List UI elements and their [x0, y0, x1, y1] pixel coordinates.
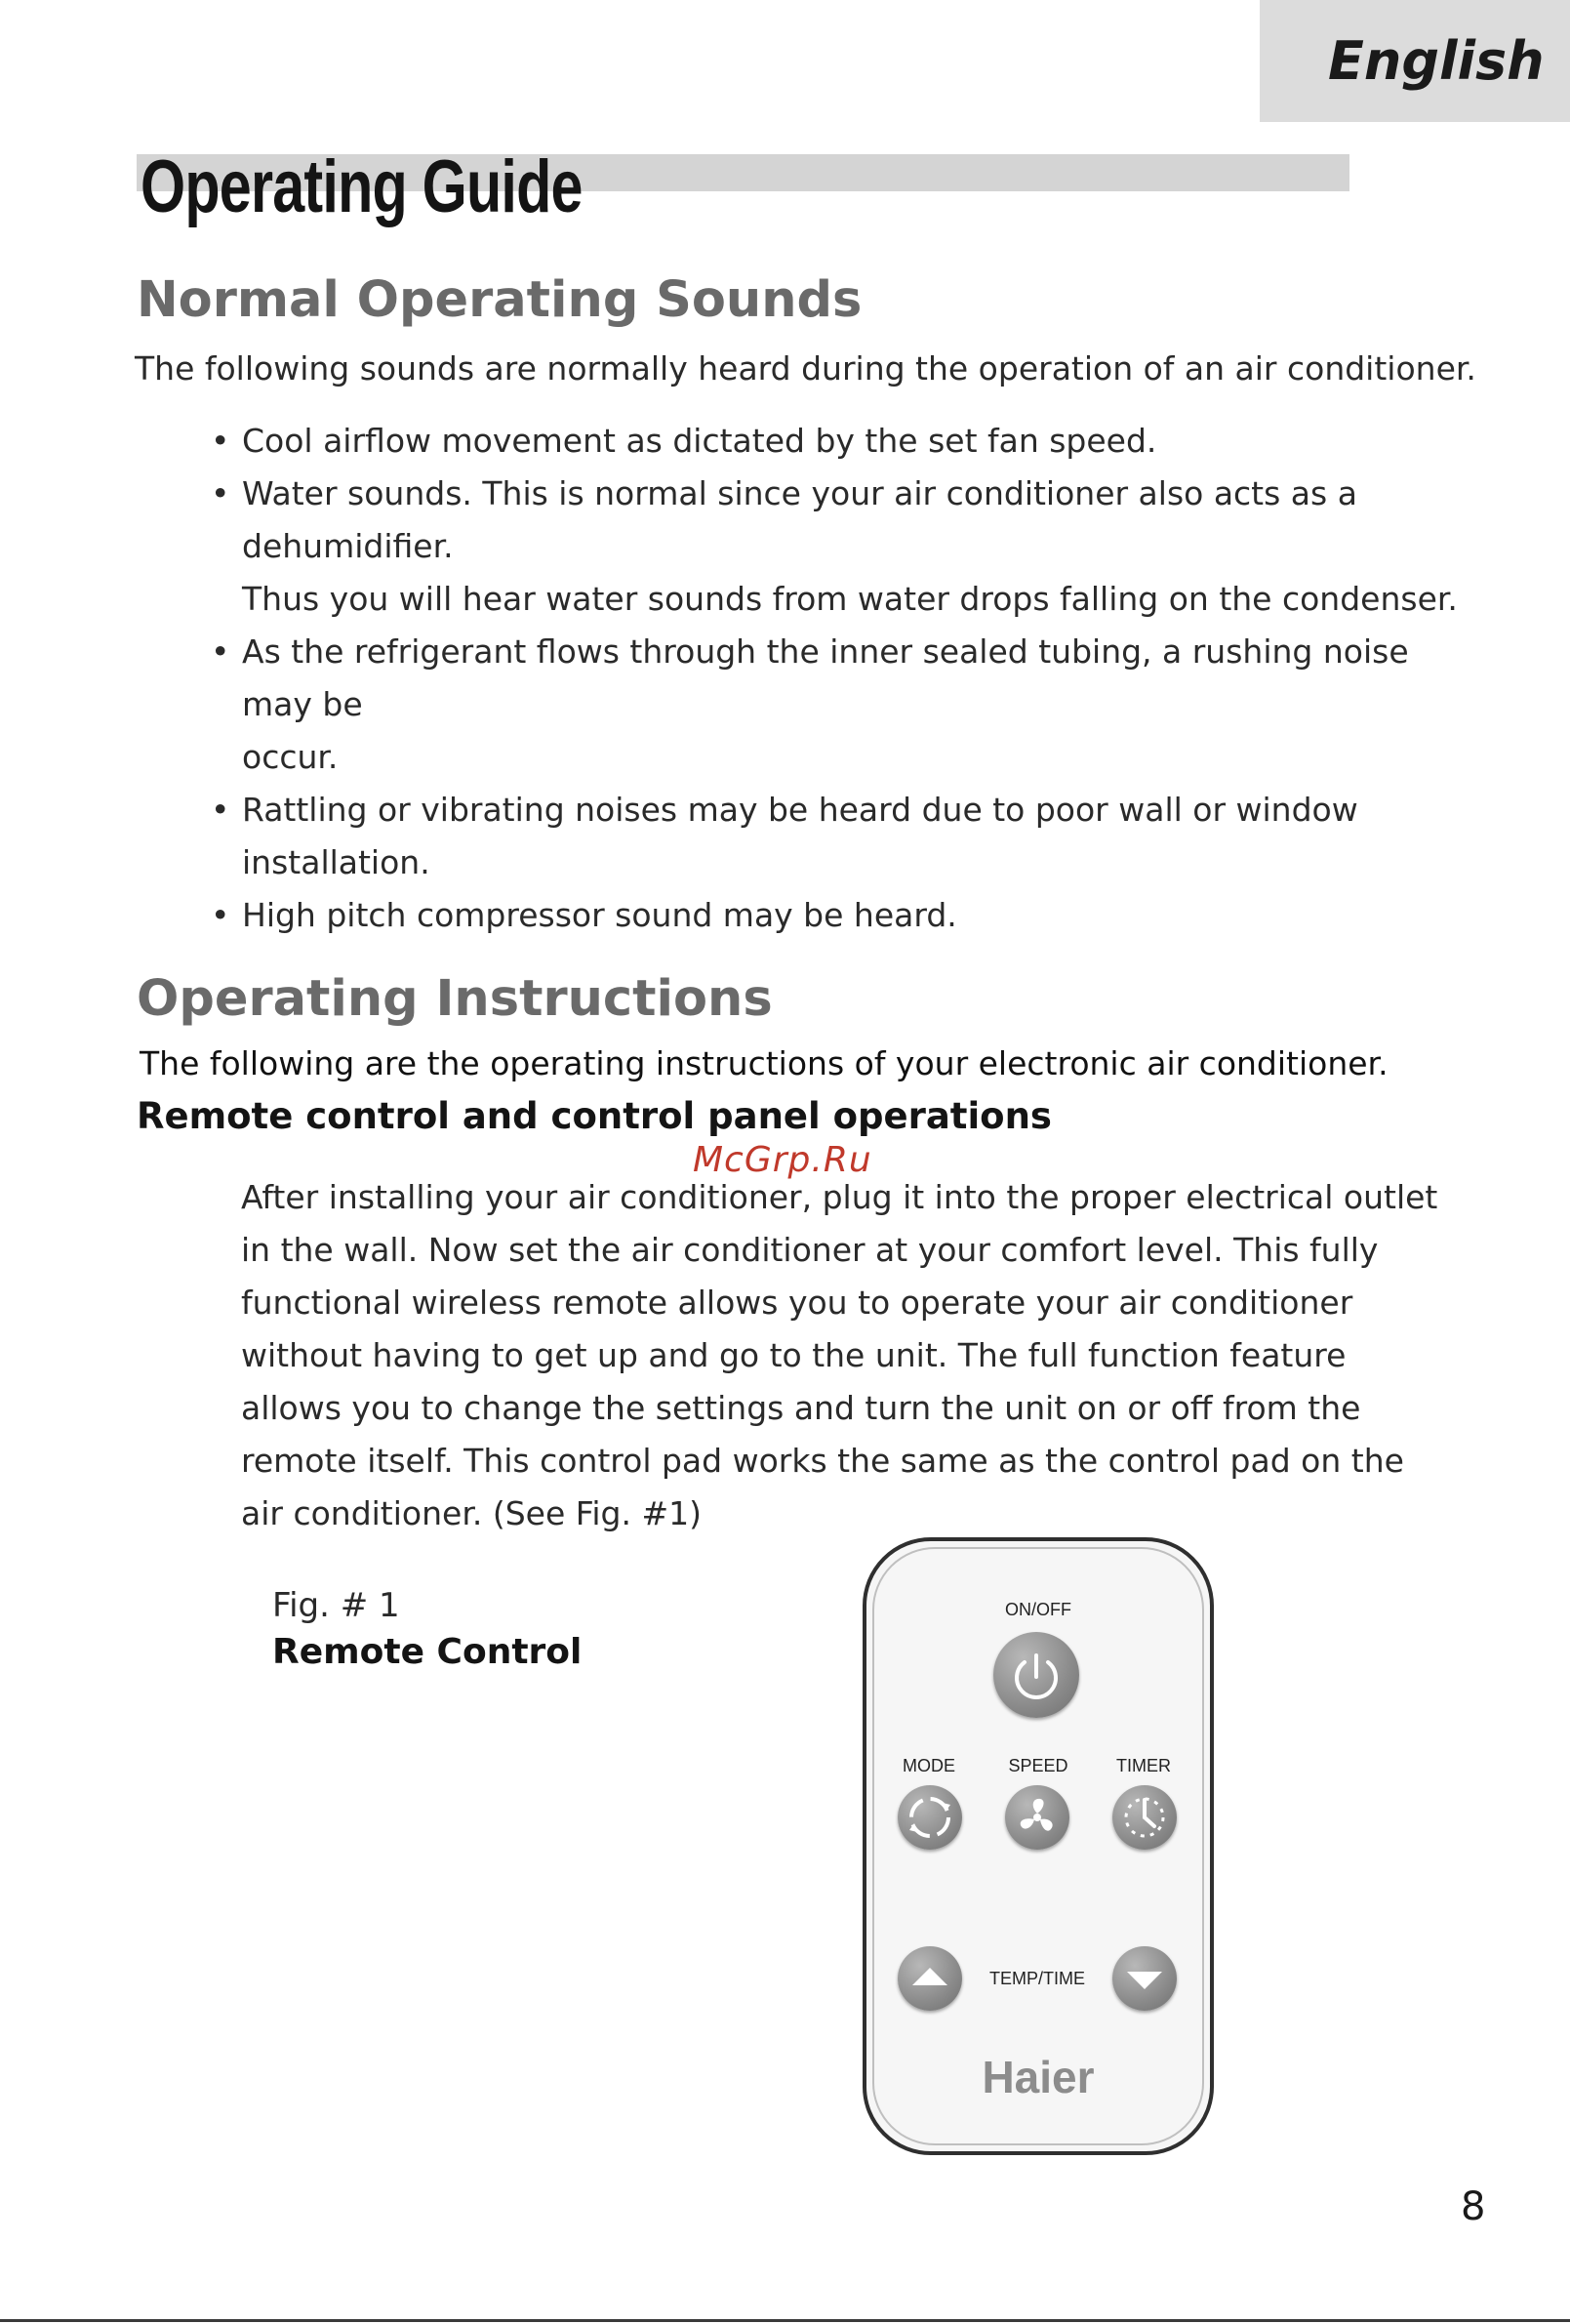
fan-icon — [1005, 1785, 1069, 1850]
temp-up-button — [898, 1946, 962, 2011]
speed-label: SPEED — [1008, 1756, 1068, 1775]
page-title: Operating Guide — [141, 145, 583, 228]
bottom-divider — [0, 2319, 1570, 2322]
clock-icon — [1112, 1785, 1177, 1850]
list-item: • Cool airflow movement as dictated by the set fan speed. — [211, 415, 1462, 468]
onoff-label: ON/OFF — [1005, 1600, 1071, 1619]
section-heading-instructions: Operating Instructions — [137, 970, 773, 1028]
sounds-list — [211, 415, 1462, 942]
page-number: 8 — [1461, 2184, 1486, 2229]
temp-down-button — [1112, 1946, 1177, 2011]
speed-button — [1005, 1785, 1069, 1850]
list-item: • As the refrigerant flows through the inner sealed tubing, a rushing noise may be occur. — [211, 626, 1462, 784]
arrow-up-icon — [898, 1946, 962, 2011]
mode-label: MODE — [903, 1756, 955, 1775]
mode-button — [898, 1785, 962, 1850]
mode-icon — [898, 1785, 962, 1850]
list-item: • Water sounds. This is normal since your air conditioner also acts as a dehumidifier. Thus you will hear water sounds from water drops falling on the condenser. — [211, 468, 1462, 626]
brand-logo: Haier — [982, 2052, 1095, 2102]
figure-label: Fig. # 1 — [272, 1586, 400, 1625]
language-tab — [1260, 0, 1570, 122]
watermark: McGrp.Ru — [693, 1140, 872, 1180]
section-heading-sounds: Normal Operating Sounds — [137, 271, 863, 329]
remote-control-illustration — [863, 1537, 1214, 2155]
instructions-body: After installing your air conditioner, plug it into the proper electrical outlet in the wall. Now set the air conditioner at your comfort level. This fully functional wireless remote allows you to operate your air conditioner without having to get up and go to the unit. The full function feature allows you to change the settings and turn the unit on or off from the remote itself. This control pad works the same as the control pad on the air conditioner. (See Fig. #1) — [241, 1178, 1438, 1532]
power-icon — [993, 1632, 1079, 1718]
sounds-intro: The following sounds are normally heard during the operation of an air conditioner. — [135, 349, 1476, 387]
temp-time-label: TEMP/TIME — [989, 1969, 1085, 1988]
instructions-intro: The following are the operating instructions of your electronic air conditioner. — [140, 1044, 1389, 1082]
power-button — [993, 1632, 1079, 1718]
timer-button — [1112, 1785, 1177, 1850]
list-item: • Rattling or vibrating noises may be heard due to poor wall or window installation. — [211, 784, 1462, 889]
arrow-down-icon — [1112, 1946, 1177, 2011]
language-label: English — [1328, 30, 1545, 92]
subheading-remote-control: Remote control and control panel operations — [137, 1095, 1052, 1137]
timer-label: TIMER — [1116, 1756, 1171, 1775]
figure-caption: Remote Control — [272, 1632, 583, 1672]
list-item: • High pitch compressor sound may be heard. — [211, 889, 1462, 942]
